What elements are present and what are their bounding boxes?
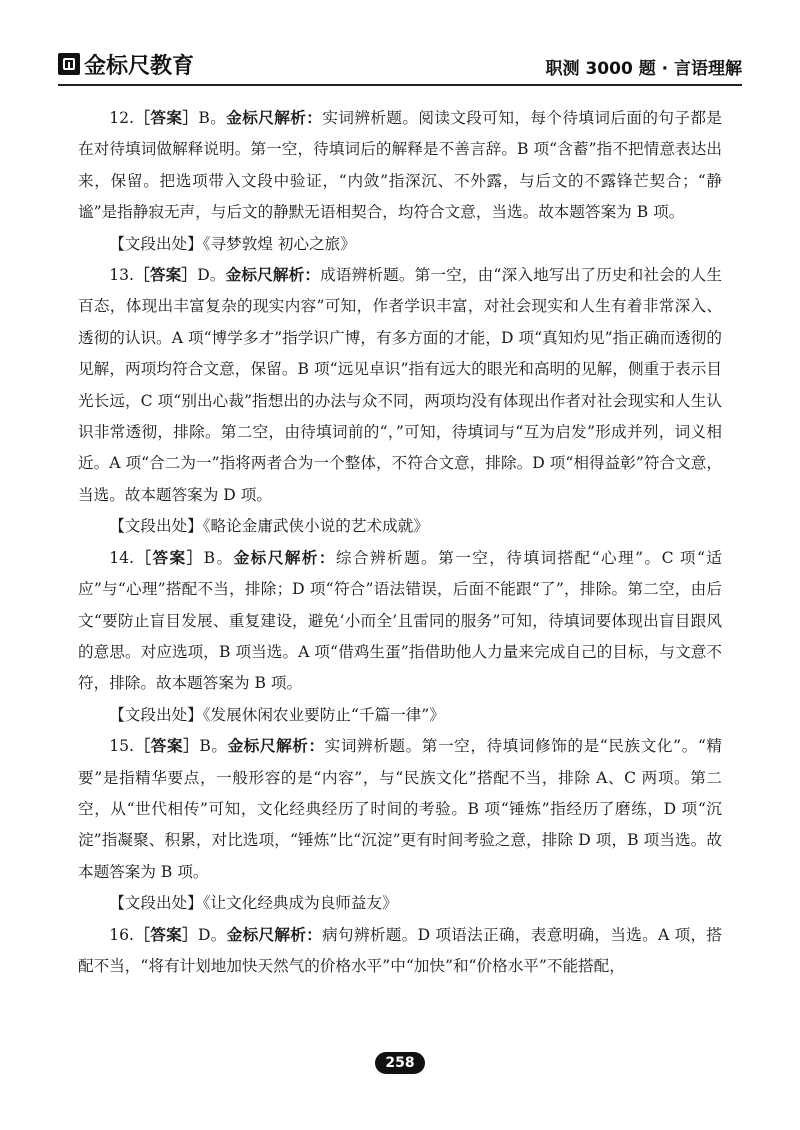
logo-icon bbox=[58, 53, 80, 75]
analysis-label: 金标尺解析： bbox=[226, 925, 323, 944]
analysis-body: 实词辨析题。第一空，待填词修饰的是“民族文化”。“精要”是指精华要点，一般形容的是“内容”，与“民族文化”搭配不当，排除 A、C 两项。第二空，从“世代相传”可知，文化经典经历了时间的考验。B 项“锤炼”指经历了磨练，D 项“沉淀”指凝聚、积累，对比选项，“锤炼”比“沉淀”更有时间考验之意，排除 D 项，B 项当选。故本题答案为 B 项。 bbox=[78, 737, 722, 881]
book-title: 职测 3000 题 · 言语理解 bbox=[545, 59, 742, 79]
answer-value: D。 bbox=[197, 925, 227, 944]
source-title: 《略论金庸武侠小说的艺术成就》 bbox=[202, 517, 429, 536]
logo-text: 金标尺教育 bbox=[84, 53, 195, 79]
analysis-label: 金标尺解析： bbox=[233, 548, 336, 567]
answer-label: ［答案］ bbox=[134, 737, 200, 756]
question-number: 14. bbox=[109, 548, 134, 567]
answer-paragraph-15 bbox=[78, 731, 722, 888]
source-line-15 bbox=[78, 888, 722, 919]
analysis-label: 金标尺解析： bbox=[226, 109, 323, 127]
answer-label: ［答案］ bbox=[134, 109, 199, 127]
source-label: 【文段出处】 bbox=[109, 705, 203, 724]
answer-label: ［答案］ bbox=[134, 548, 204, 567]
source-title: 《寻梦敦煌 初心之旅》 bbox=[202, 234, 356, 253]
page-footer bbox=[0, 1052, 800, 1074]
source-line-14 bbox=[78, 700, 722, 731]
answer-label: ［答案］ bbox=[134, 266, 198, 285]
analysis-label: 金标尺解析： bbox=[225, 266, 321, 285]
answer-label: ［答案］ bbox=[134, 925, 198, 944]
source-title: 《让文化经典成为良师益友》 bbox=[202, 894, 398, 913]
answer-value: D。 bbox=[197, 266, 226, 285]
page-header bbox=[58, 44, 742, 86]
brand-logo bbox=[58, 50, 194, 78]
answer-paragraph-14 bbox=[78, 543, 722, 700]
source-line-13 bbox=[78, 511, 722, 542]
answer-paragraph-16 bbox=[78, 920, 722, 983]
analysis-body: 病句辨析题。D 项语法正确，表意明确，当选。A 项，搭配不当，“将有计划地加快天然气的价格水平”中“加快”和“价格水平”不能搭配， bbox=[78, 925, 722, 975]
answer-value: B。 bbox=[203, 548, 234, 567]
question-number: 13. bbox=[109, 266, 134, 285]
analysis-body: 成语辨析题。第一空，由“深入地写出了历史和社会的人生百态，体现出丰富复杂的现实内容”可知，作者学识丰富，对社会现实和人生有着非常深入、透彻的认识。A 项“博学多才”指学识广博，有多方面的才能，D 项“真知灼见”指正确而透彻的见解，两项均符合文意，保留。B 项“远见卓识”指有远大的眼光和高明的见解，侧重于表示目光长远，C 项“别出心裁”指想出的办法与众不同，两项均没有体现出作者对社会现实和人生认识非常透彻，排除。第二空，由待填词前的“，”可知，待填词与“互为启发”形成并列，词义相近。A 项“合二为一”指将两者合为一个整体，不符合文意，排除。D 项“相得益彰”符合文意，当选。故本题答案为 D 项。 bbox=[78, 266, 722, 504]
analysis-label: 金标尺解析： bbox=[227, 737, 325, 756]
question-number: 15. bbox=[109, 737, 134, 756]
analysis-body: 综合辨析题。第一空，待填词搭配“心理”。C 项“适应”与“心理”搭配不当，排除；D 项“符合”语法错误，后面不能跟“了”，排除。第二空，由后文“要防止盲目发展、重复建设，避免‘小而全’且雷同的服务”可知，待填词要体现出盲目跟风的意思。对应选项，B 项当选。A 项“借鸡生蛋”指借助他人力量来完成自己的目标，与文意不符，排除。故本题答案为 B 项。 bbox=[78, 548, 722, 693]
source-label: 【文段出处】 bbox=[109, 894, 203, 913]
page-number: 258 bbox=[375, 1052, 424, 1074]
answer-content bbox=[78, 103, 722, 982]
source-label: 【文段出处】 bbox=[109, 517, 203, 536]
answer-paragraph-13 bbox=[78, 260, 722, 511]
question-number: 12. bbox=[109, 109, 134, 127]
analysis-body: 实词辨析题。阅读文段可知，每个待填词后面的句子都是在对待填词做解释说明。第一空，待填词后的解释是不善言辞。B 项“含蓄”指不把情意表达出来，保留。把选项带入文段中验证，“内敛”指深沉、不外露，与后文的不露锋芒契合；“静谧”是指静寂无声，与后文的静默无语相契合，均符合文意，当选。故本题答案为 B 项。 bbox=[78, 109, 722, 222]
source-title: 《发展休闲农业要防止“千篇一律”》 bbox=[202, 705, 445, 724]
answer-paragraph-12 bbox=[78, 103, 722, 229]
source-label: 【文段出处】 bbox=[109, 234, 203, 253]
answer-value: B。 bbox=[198, 109, 227, 127]
question-number: 16. bbox=[109, 925, 134, 944]
answer-value: B。 bbox=[199, 737, 228, 756]
source-line-12 bbox=[78, 229, 722, 260]
